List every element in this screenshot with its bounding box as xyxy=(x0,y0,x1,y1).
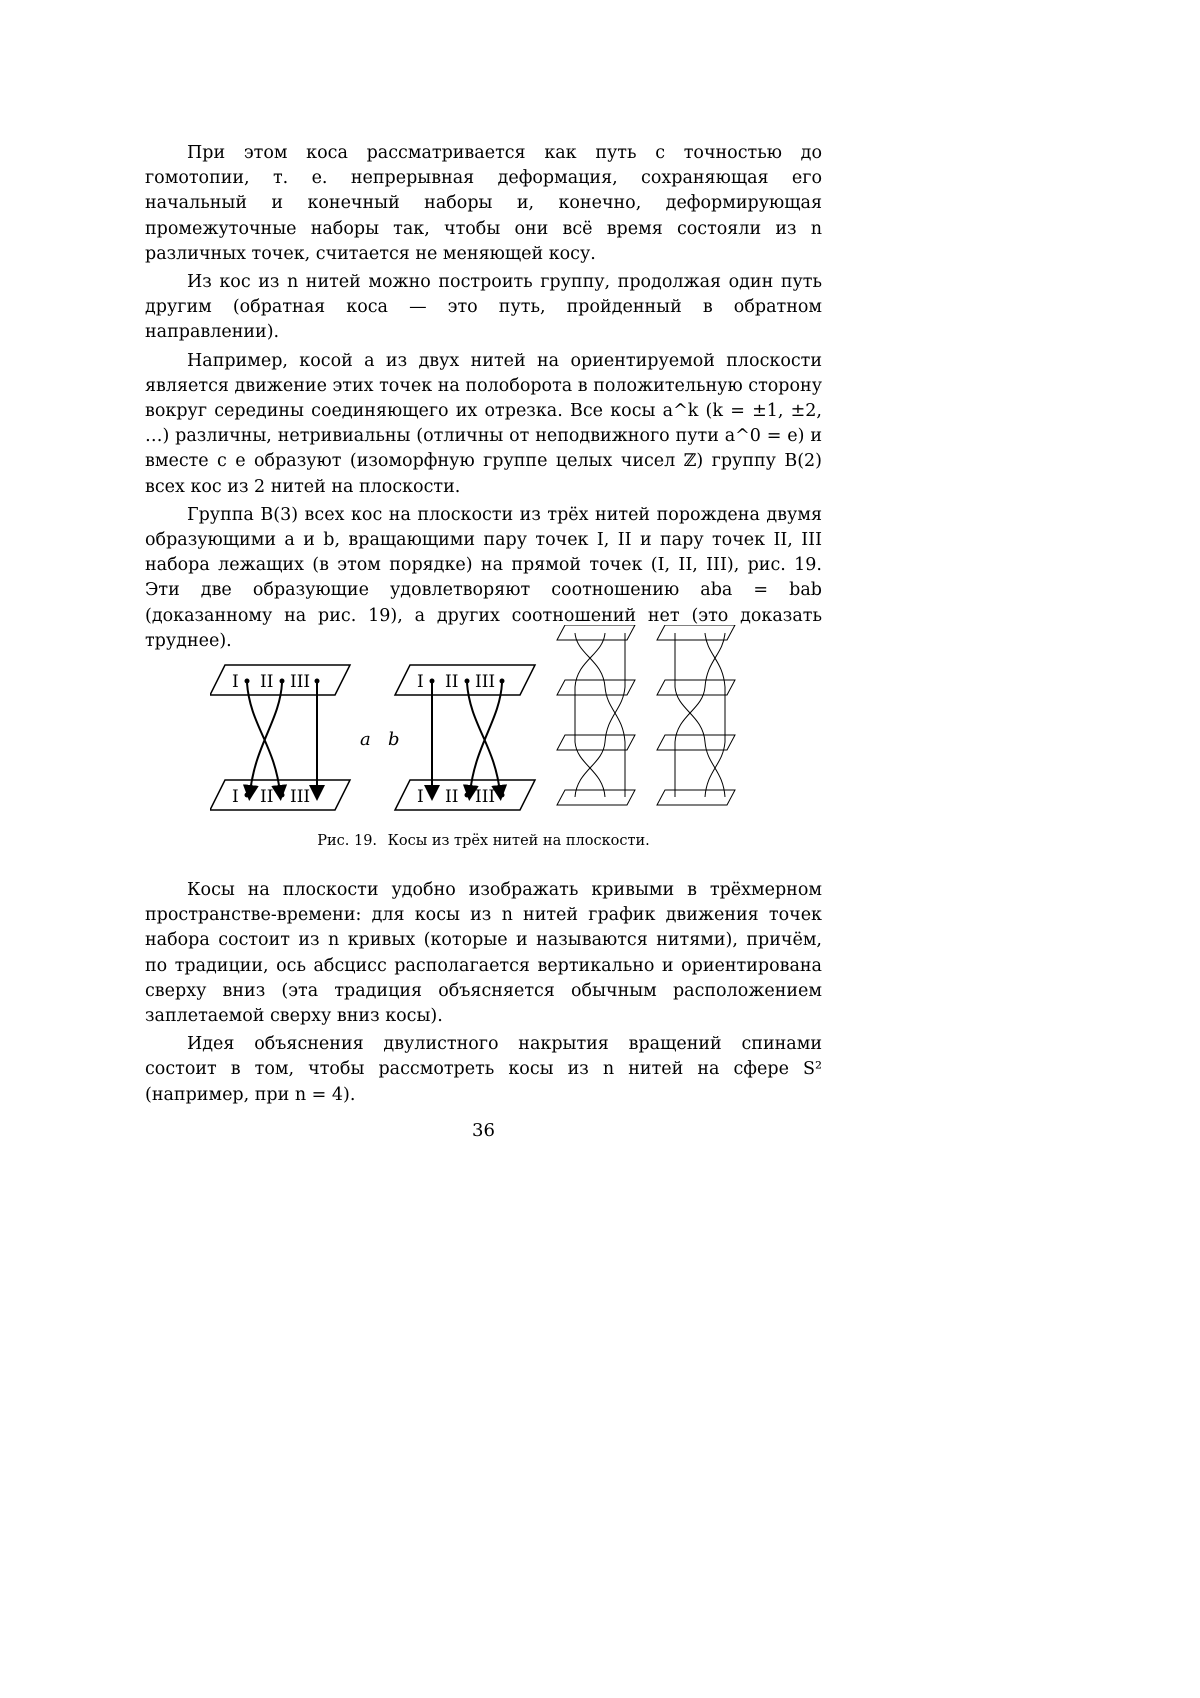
caption-text: Косы из трёх нитей на плоскости. xyxy=(387,833,650,849)
paragraph-6: Идея объяснения двулистного накрытия вращений спинами состоит в том, чтобы рассмотреть косы из n нитей на сфере S² (например, при n = 4). xyxy=(145,1034,822,1105)
caption-number: Рис. 19. xyxy=(317,833,378,849)
braid-relation-stacks xyxy=(557,625,735,805)
text-block-top xyxy=(145,141,822,654)
braid-diagram xyxy=(210,625,750,815)
paragraph-5: Косы на плоскости удобно изображать кривыми в трёхмерном пространстве-времени: для косы из n нитей график движения точек набора состоит из n кривых (которые и называются нитями), причём, по традиции, ось абсцисс располагается вертикально и ориентирована сверху вниз (эта традиция объясняется обычным расположением заплетаемой сверху вниз косы). xyxy=(145,880,822,1027)
svg-text:II: II xyxy=(445,672,459,692)
text-block-bottom xyxy=(145,878,822,1108)
point-label-I-bottom-a: I xyxy=(232,787,239,807)
point-label-II-top-a: II xyxy=(260,672,274,692)
label-a: a xyxy=(360,729,371,750)
svg-text:III: III xyxy=(475,672,496,692)
paragraph-1: При этом коса рассматривается как путь с точностью до гомотопии, т. е. непрерывная деформация, сохраняющая его начальный и конечный наборы и, конечно, деформирующая промежуточные наборы так, чтобы они всё время состояли из n различных точек, считается не меняющей косу. xyxy=(145,143,822,264)
point-label-III-top-a: III xyxy=(290,672,311,692)
point-label-I-top-a: I xyxy=(232,672,239,692)
point-label-II-bottom-a: II xyxy=(260,787,274,807)
label-b: b xyxy=(388,729,400,750)
svg-text:III: III xyxy=(475,787,496,807)
paragraph-3: Например, косой a из двух нитей на ориентируемой плоскости является движение этих точек на полоборота в положительную сторону вокруг середины соединяющего их отрезка. Все косы a^k (k = ±1, ±2, …) различны, нетривиальны (отличны от неподвижного пути a^0 = e) и вместе с e образуют (изоморфную группе целых чисел ℤ) группу B(2) всех кос из 2 нитей на плоскости. xyxy=(145,350,822,497)
point-label-III-bottom-a: III xyxy=(290,787,311,807)
braid-b xyxy=(395,665,535,810)
svg-text:II: II xyxy=(445,787,459,807)
braid-a xyxy=(210,665,350,810)
paragraph-4: Группа B(3) всех кос на плоскости из трёх нитей порождена двумя образующими a и b, вращающими пару точек I, II и пару точек II, III набора лежащих (в этом порядке) на прямой точек (I, II, III), рис. 19. Эти две образующие удовлетворяют соотношению aba = bab (доказанному на рис. 19), а других соотношений нет (это доказать труднее). xyxy=(145,504,822,651)
paragraph-2: Из кос из n нитей можно построить группу, продолжая один путь другим (обратная коса — это путь, пройденный в обратном направлении). xyxy=(145,272,822,343)
page-number: 36 xyxy=(472,1120,495,1141)
figure-19 xyxy=(210,625,750,815)
figure-caption xyxy=(145,833,822,849)
svg-text:I: I xyxy=(417,672,424,692)
svg-text:I: I xyxy=(417,787,424,807)
